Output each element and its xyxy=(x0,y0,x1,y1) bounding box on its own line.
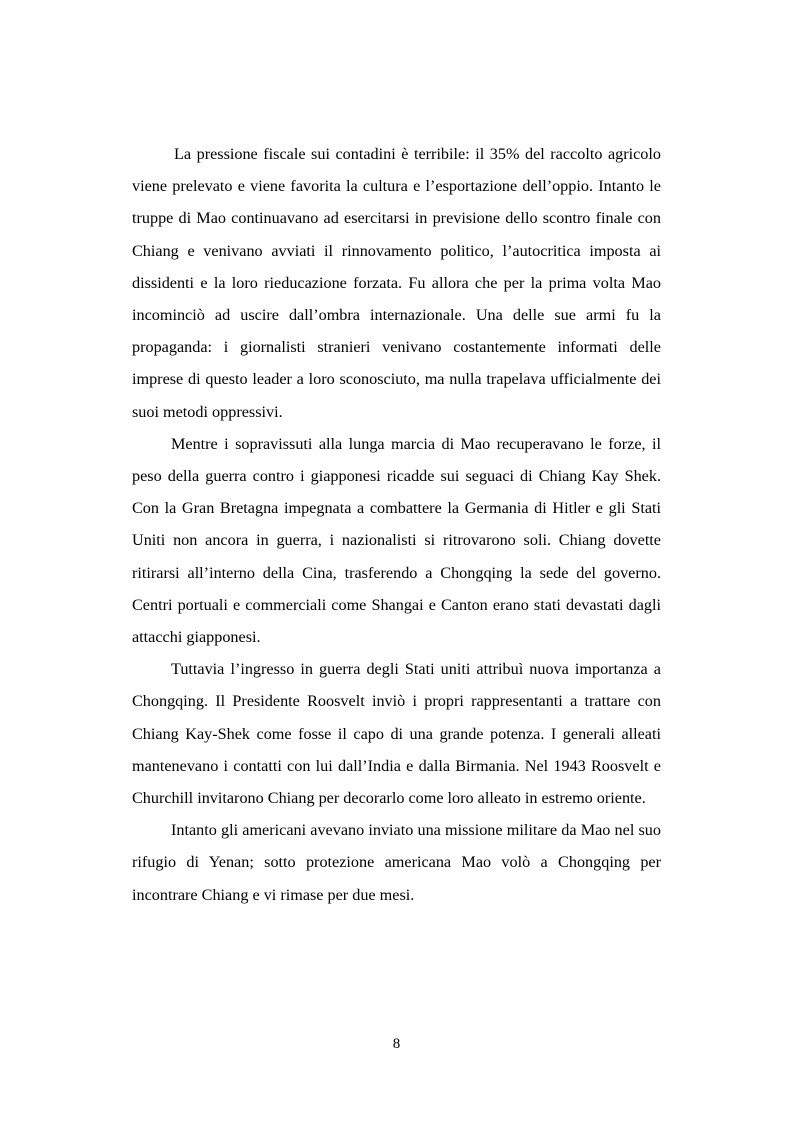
paragraph-3: Tuttavia l’ingresso in guerra degli Stati uniti attribuì nuova importanza a Chongqing. Il Presidente Roosvelt inviò i propri rappresentanti a trattare con Chiang Kay-Shek come fosse il capo di una grande potenza. I generali alleati mantenevano i contatti con lui dall’India e dalla Birmania. Nel 1943 Roosvelt e Churchill invitarono Chiang per decorarlo come loro alleato in estremo oriente. xyxy=(132,660,661,808)
paragraph-2: Mentre i sopravissuti alla lunga marcia di Mao recuperavano le forze, il peso della guerra contro i giapponesi ricadde sui seguaci di Chiang Kay Shek. Con la Gran Bretagna impegnata a combattere la Germania di Hitler e gli Stati Uniti non ancora in guerra, i nazionalisti si ritrovarono soli. Chiang dovette ritirarsi all’interno della Cina, trasferendo a Chongqing la sede del governo. Centri portuali e commerciali come Shangai e Canton erano stati devastati dagli attacchi giapponesi. xyxy=(132,434,661,647)
paragraph-4: Intanto gli americani avevano inviato una missione militare da Mao nel suo rifugio di Yenan; sotto protezione americana Mao volò a Chongqing per incontrare Chiang e vi rimase per due mesi. xyxy=(132,821,661,904)
paragraph-1: La pressione fiscale sui contadini è terribile: il 35% del raccolto agricolo viene prelevato e viene favorita la cultura e l’esportazione dell’oppio. Intanto le truppe di Mao continuavano ad esercitarsi in previsione dello scontro finale con Chiang e venivano avviati il rinnovamento politico, l’autocritica imposta ai dissidenti e la loro rieducazione forzata. Fu allora che per la prima volta Mao incominciò ad uscire dall’ombra internazionale. Una delle sue armi fu la propaganda: i giornalisti stranieri venivano costantemente informati delle imprese di questo leader a loro sconosciuto, ma nulla trapelava ufficialmente dei suoi metodi oppressivi. xyxy=(132,145,661,421)
document-body xyxy=(132,138,661,911)
page-number: 8 xyxy=(392,1036,401,1052)
